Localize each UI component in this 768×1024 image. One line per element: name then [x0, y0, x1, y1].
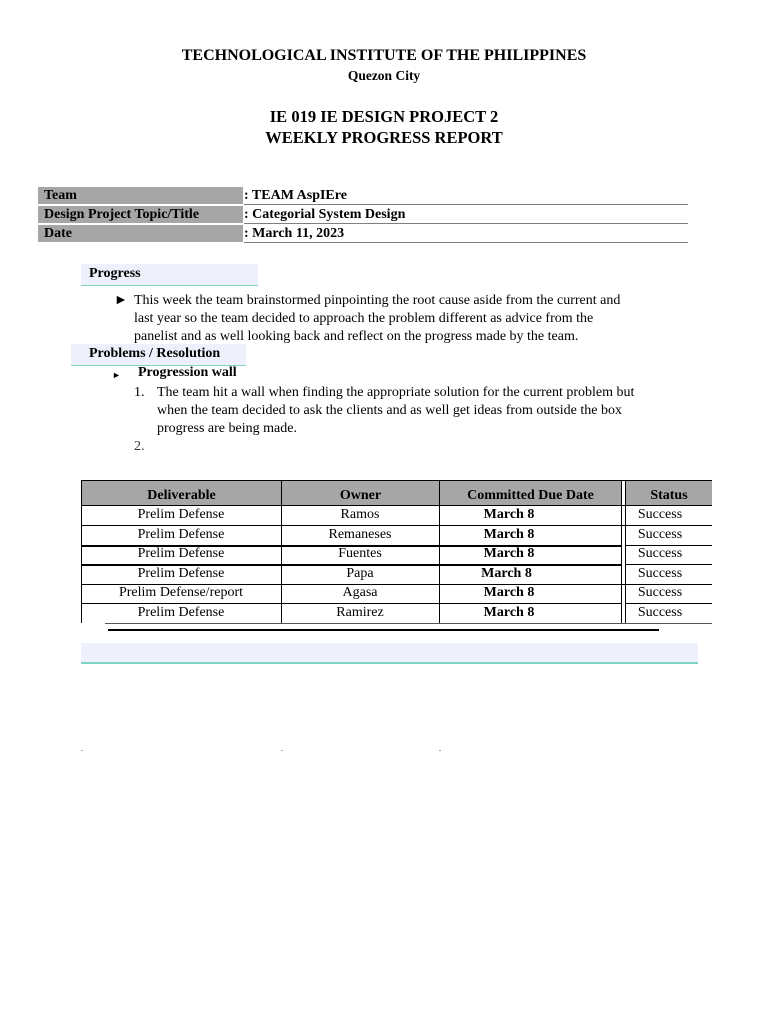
problem-item-text [157, 384, 697, 438]
grid-line [81, 545, 621, 547]
header-owner: Owner [281, 480, 439, 506]
cell-status: Success [637, 585, 683, 600]
cell-owner: Papa [346, 565, 374, 581]
empty-section-band [81, 643, 698, 664]
grid-line [621, 480, 622, 623]
header-status: Status [625, 480, 712, 506]
problem-line: progress are being made. [157, 421, 297, 436]
problem-line: The team hit a wall when finding the appropriate solution for the current problem but [157, 385, 635, 400]
progress-heading: Progress [81, 264, 258, 286]
stray-dot: . [81, 744, 83, 753]
stray-dot: . [439, 744, 441, 753]
grid-line [625, 480, 626, 623]
item-number: 2. [134, 439, 145, 454]
cell-status: Success [637, 507, 683, 522]
problem-line: when the team decided to ask the clients and as well get ideas from outside the box [157, 403, 622, 418]
progress-bullet-icon: ► [114, 293, 128, 308]
subheading-bullet-icon: ► [112, 370, 121, 380]
header-due-date: Committed Due Date [439, 480, 621, 506]
grid-line [81, 603, 621, 604]
cell-status: Success [637, 565, 683, 581]
cell-due-date: March 8 [483, 604, 535, 620]
cell-deliverable: Prelim Defense [137, 604, 225, 620]
progress-line: panelist and as well looking back and reflect on the progress made by the team. [134, 329, 579, 344]
header-deliverable: Deliverable [81, 480, 281, 506]
course-title: IE 019 IE DESIGN PROJECT 2 [269, 107, 499, 126]
cell-due-date: March 8 [483, 507, 535, 522]
info-label-team: Team [38, 187, 243, 204]
grid-line [625, 545, 712, 546]
progress-paragraph [134, 292, 694, 346]
info-label-topic: Design Project Topic/Title [38, 206, 243, 223]
cell-deliverable: Prelim Defense [137, 565, 225, 581]
cell-owner: Ramirez [336, 604, 384, 620]
cell-due-date: March 8 [481, 565, 532, 581]
cell-status: Success [637, 604, 683, 620]
progress-line: last year so the team decided to approach the problem different as advice from the [134, 311, 594, 326]
cell-status: Success [637, 546, 683, 561]
cell-owner: Remaneses [328, 526, 392, 542]
cell-status: Success [637, 526, 683, 542]
info-label-date: Date [38, 225, 243, 242]
cell-owner: Ramos [340, 507, 380, 522]
grid-line [625, 603, 712, 604]
report-title: WEEKLY PROGRESS REPORT [265, 128, 503, 147]
grid-line [625, 564, 712, 565]
info-value-team: : TEAM AspIEre [244, 187, 688, 205]
cell-due-date: March 8 [483, 526, 535, 542]
problems-heading: Problems / Resolution [71, 344, 246, 366]
item-number: 1. [134, 385, 145, 400]
stray-dot: . [281, 744, 283, 753]
cell-deliverable: Prelim Defense [137, 526, 225, 542]
institute-name: TECHNOLOGICAL INSTITUTE OF THE PHILIPPINES [181, 47, 587, 64]
problems-subheading: Progression wall [138, 365, 237, 380]
grid-line [81, 525, 712, 526]
table-bottom-rule [108, 629, 659, 631]
cell-deliverable: Prelim Defense [137, 546, 225, 561]
cell-due-date: March 8 [483, 585, 535, 600]
progress-line: This week the team brainstormed pinpointing the root cause aside from the current and [134, 293, 621, 308]
info-value-topic: : Categorial System Design [244, 206, 688, 224]
grid-line [105, 623, 712, 624]
cell-deliverable: Prelim Defense [137, 507, 225, 522]
cell-owner: Agasa [342, 585, 378, 600]
cell-deliverable: Prelim Defense/report [118, 585, 243, 600]
grid-line [81, 584, 712, 585]
info-value-date: : March 11, 2023 [244, 225, 688, 243]
cell-owner: Fuentes [338, 546, 382, 561]
cell-due-date: March 8 [483, 546, 535, 561]
city-name: Quezon City [347, 68, 421, 83]
grid-line [81, 564, 621, 566]
